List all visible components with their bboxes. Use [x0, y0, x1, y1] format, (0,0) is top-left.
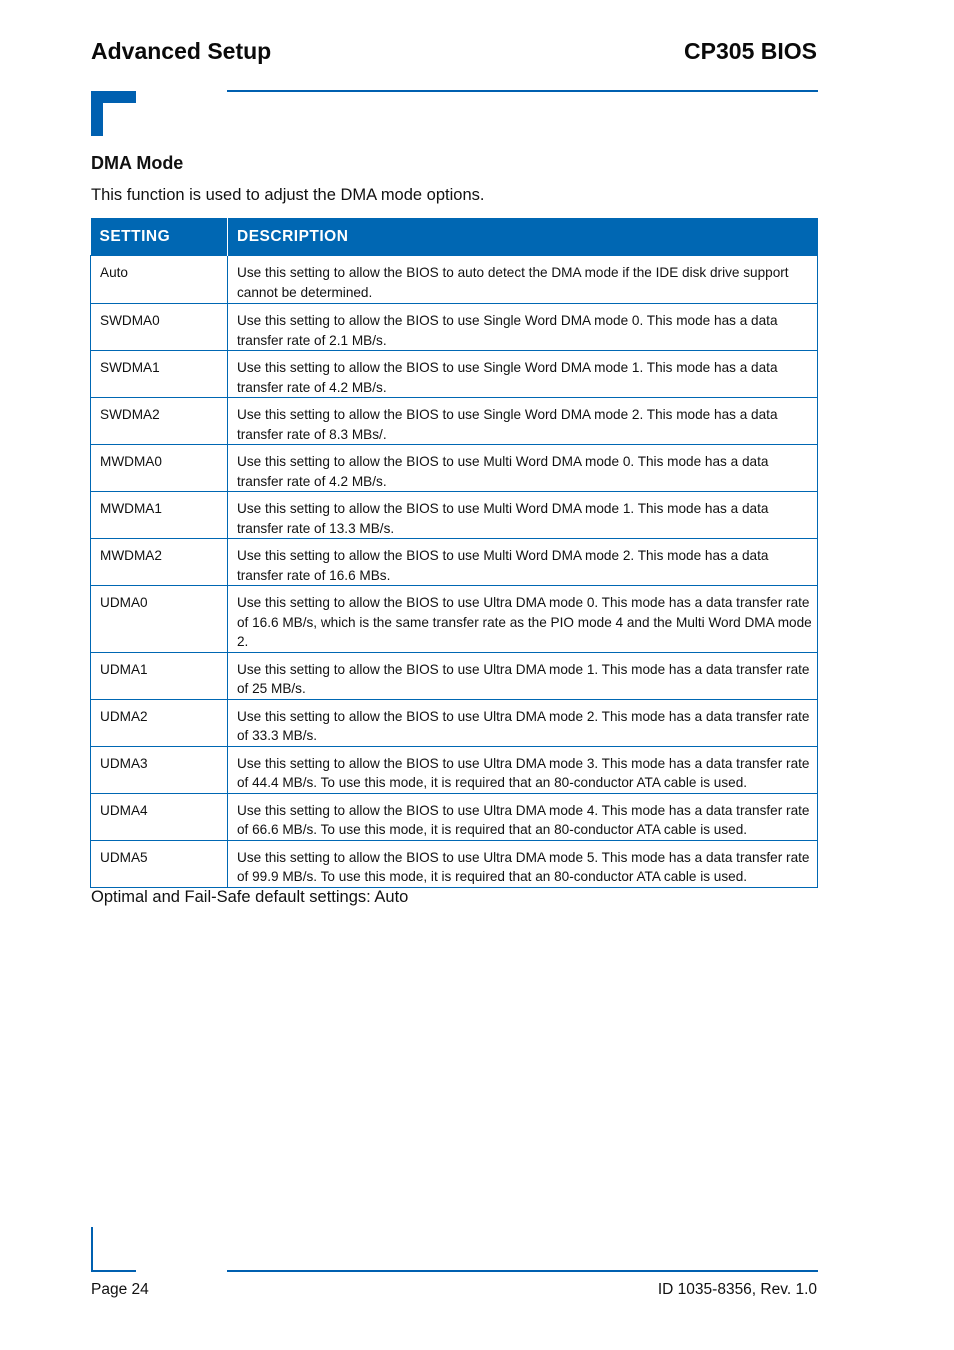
column-header-description: DESCRIPTION [228, 218, 818, 256]
description-cell: Use this setting to allow the BIOS to use Single Word DMA mode 2. This mode has a data transfer rate of 8.3 MBs/. [228, 398, 818, 445]
table-row [91, 398, 818, 445]
description-cell: Use this setting to allow the BIOS to use Ultra DMA mode 5. This mode has a data transfer rate of 99.9 MB/s. To use this mode, it is required that an 80-conductor ATA cable is used. [228, 840, 818, 887]
document-id: ID 1035-8356, Rev. 1.0 [657, 1281, 817, 1298]
setting-cell: UDMA2 [91, 699, 228, 746]
table-row [91, 699, 818, 746]
table-row [91, 586, 818, 653]
table-row [91, 351, 818, 398]
setting-cell: UDMA0 [91, 586, 228, 653]
description-cell: Use this setting to allow the BIOS to use Single Word DMA mode 0. This mode has a data transfer rate of 2.1 MB/s. [228, 304, 818, 351]
table-row [91, 840, 818, 887]
description-cell: Use this setting to allow the BIOS to auto detect the DMA mode if the IDE disk drive support cannot be determined. [228, 256, 818, 304]
header-section-title: Advanced Setup [91, 38, 272, 64]
page-number: Page 24 [91, 1281, 149, 1298]
table-row [91, 256, 818, 304]
default-settings-note: Optimal and Fail-Safe default settings: Auto [91, 888, 409, 906]
description-cell: Use this setting to allow the BIOS to use Multi Word DMA mode 2. This mode has a data transfer rate of 16.6 MBs. [228, 539, 818, 586]
description-cell: Use this setting to allow the BIOS to use Ultra DMA mode 1. This mode has a data transfer rate of 25 MB/s. [228, 652, 818, 699]
setting-cell: UDMA5 [91, 840, 228, 887]
description-cell: Use this setting to allow the BIOS to use Ultra DMA mode 3. This mode has a data transfer rate of 44.4 MB/s. To use this mode, it is required that an 80-conductor ATA cable is used. [228, 746, 818, 793]
setting-cell: UDMA4 [91, 793, 228, 840]
corner-mark-bottom [91, 1227, 136, 1272]
description-cell: Use this setting to allow the BIOS to use Ultra DMA mode 2. This mode has a data transfer rate of 33.3 MB/s. [228, 699, 818, 746]
dma-settings-table [90, 218, 818, 888]
corner-mark-top [91, 91, 136, 136]
setting-cell: UDMA3 [91, 746, 228, 793]
table-row [91, 539, 818, 586]
setting-cell: UDMA1 [91, 652, 228, 699]
table-row [91, 652, 818, 699]
description-cell: Use this setting to allow the BIOS to use Single Word DMA mode 1. This mode has a data transfer rate of 4.2 MB/s. [228, 351, 818, 398]
table-row [91, 445, 818, 492]
setting-cell: SWDMA1 [91, 351, 228, 398]
setting-cell: SWDMA0 [91, 304, 228, 351]
setting-cell: MWDMA0 [91, 445, 228, 492]
column-header-setting: SETTING [91, 218, 228, 256]
section-heading: DMA Mode [91, 153, 184, 173]
intro-text: This function is used to adjust the DMA mode options. [91, 186, 485, 204]
setting-cell: Auto [91, 256, 228, 304]
setting-cell: MWDMA2 [91, 539, 228, 586]
footer-rule [227, 1270, 818, 1272]
setting-cell: SWDMA2 [91, 398, 228, 445]
table-row [91, 492, 818, 539]
description-cell: Use this setting to allow the BIOS to use Ultra DMA mode 0. This mode has a data transfer rate of 16.6 MB/s, which is the same transfer rate as the PIO mode 4 and the Multi Word DMA mode 2. [228, 586, 818, 653]
description-cell: Use this setting to allow the BIOS to use Multi Word DMA mode 1. This mode has a data transfer rate of 13.3 MB/s. [228, 492, 818, 539]
description-cell: Use this setting to allow the BIOS to use Ultra DMA mode 4. This mode has a data transfer rate of 66.6 MB/s. To use this mode, it is required that an 80-conductor ATA cable is used. [228, 793, 818, 840]
description-cell: Use this setting to allow the BIOS to use Multi Word DMA mode 0. This mode has a data transfer rate of 4.2 MB/s. [228, 445, 818, 492]
table-row [91, 304, 818, 351]
header-product-title: CP305 BIOS [684, 38, 817, 64]
header-rule [227, 90, 818, 92]
table-row [91, 746, 818, 793]
table-row [91, 793, 818, 840]
table-header-row [91, 218, 818, 256]
setting-cell: MWDMA1 [91, 492, 228, 539]
